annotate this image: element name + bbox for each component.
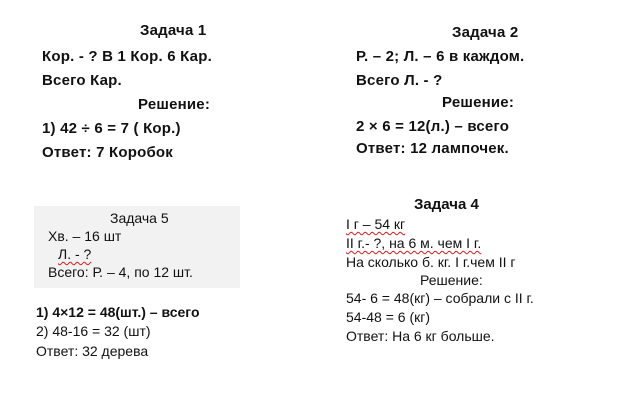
task-2-block — [356, 24, 626, 164]
task-1-title: Задача 1 — [140, 22, 207, 39]
task-5-title: Задача 5 — [110, 210, 169, 226]
task-4-solution-heading: Решение: — [420, 272, 483, 288]
task-1-solution-heading: Решение: — [138, 96, 211, 113]
task-5-condition-line-2: Л. - ? — [58, 246, 92, 262]
task-5-solution-2: 2) 48-16 = 32 (шт) — [36, 323, 151, 339]
task-1-condition-line-1: Кор. - ? В 1 Кор. 6 Кар. — [42, 48, 212, 65]
task-5-answer: Ответ: 32 дерева — [36, 343, 149, 359]
task-4-block — [344, 194, 634, 354]
task-2-solution: 2 × 6 = 12(л.) – всего — [356, 118, 510, 135]
task-4-solution-2: 54-48 = 6 (кг) — [346, 309, 430, 325]
task-1-answer: Ответ: 7 Коробок — [42, 144, 173, 161]
task-4-condition-line-1: I г – 54 кг — [346, 216, 406, 232]
task-4-condition-line-3: На сколько б. кг. I г.чем II г — [346, 254, 516, 270]
task-4-answer: Ответ: На 6 кг больше. — [346, 328, 495, 344]
task-5-solution-1: 1) 4×12 = 48(шт.) – всего — [36, 304, 200, 320]
task-2-title: Задача 2 — [452, 24, 519, 41]
task-1-condition-line-2: Всего Кар. — [42, 72, 122, 89]
task-5-block — [34, 206, 294, 366]
task-4-solution-1: 54- 6 = 48(кг) – собрали с II г. — [346, 290, 534, 306]
task-2-condition-line-1: Р. – 2; Л. – 6 в каждом. — [356, 48, 525, 65]
task-4-title: Задача 4 — [414, 196, 479, 213]
task-5-condition-line-3: Всего: Р. – 4, по 12 шт. — [48, 264, 193, 280]
task-4-condition-line-2: II г.- ?, на 6 м. чем I г. — [346, 235, 482, 251]
task-2-solution-heading: Решение: — [442, 94, 515, 111]
task-5-condition-line-1: Хв. – 16 шт — [48, 228, 122, 244]
task-2-answer: Ответ: 12 лампочек. — [356, 140, 509, 157]
task-1-solution: 1) 42 ÷ 6 = 7 ( Кор.) — [42, 120, 181, 137]
task-1-block — [42, 22, 302, 172]
task-2-condition-line-2: Всего Л. - ? — [356, 72, 443, 89]
